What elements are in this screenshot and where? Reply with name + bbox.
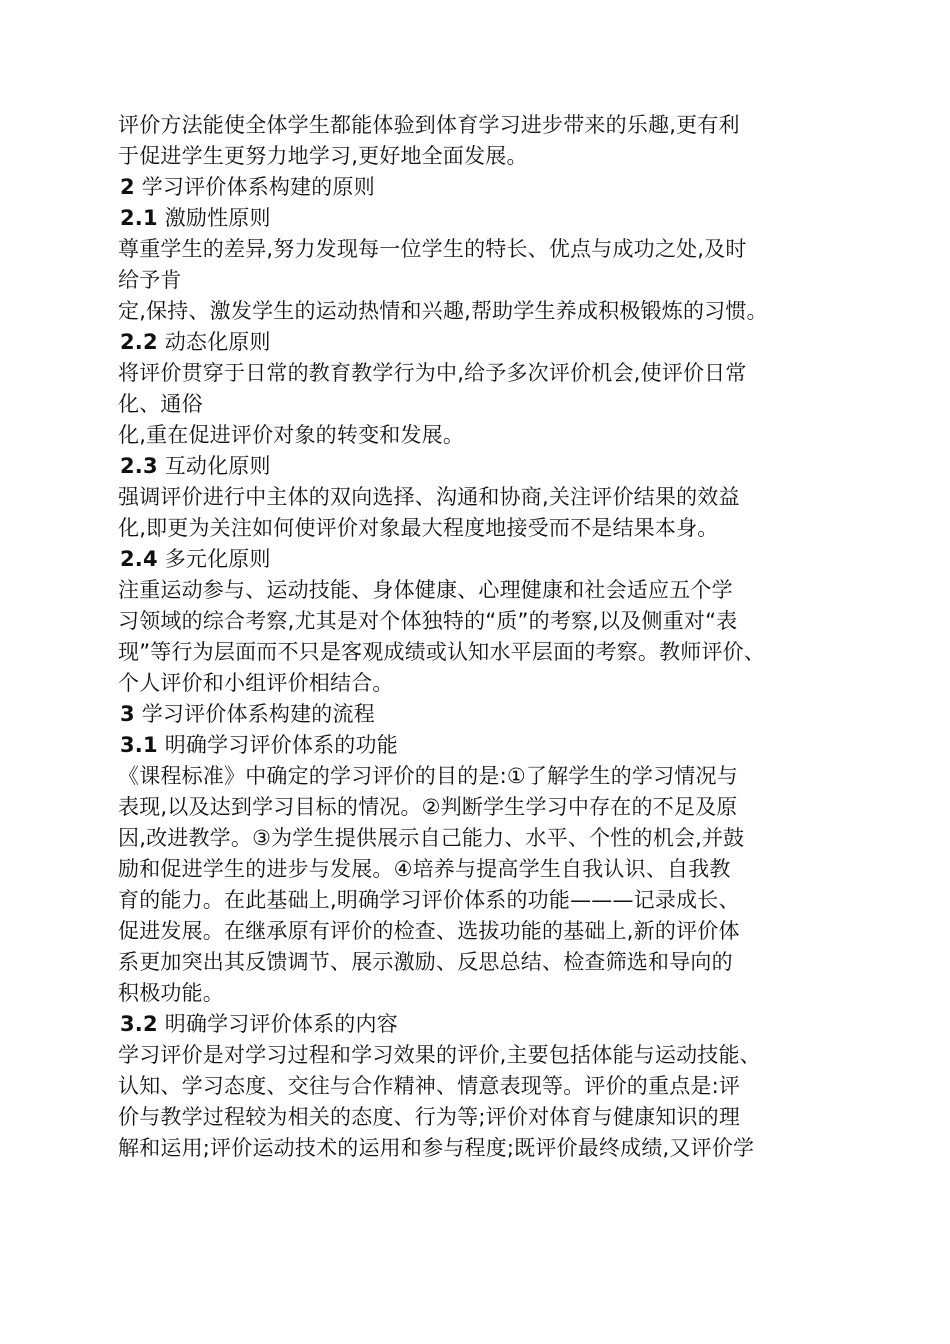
paragraph-line: 定,保持、激发学生的运动热情和兴趣,帮助学生养成积极锻炼的习惯。 — [118, 299, 768, 323]
paragraph-line: 认知、学习态度、交往与合作精神、情意表现等。评价的重点是:评 — [118, 1074, 741, 1098]
section-title: 互动化原则 — [164, 454, 271, 478]
paragraph-line: 解和运用;评价运动技术的运用和参与程度;既评价最终成绩,又评价学 — [118, 1136, 755, 1160]
section-title: 激励性原则 — [164, 206, 271, 230]
paragraph-line: 习领域的综合考察,尤其是对个体独特的“质”的考察,以及侧重对“表 — [118, 609, 738, 633]
paragraph-line: 尊重学生的差异,努力发现每一位学生的特长、优点与成功之处,及时 — [118, 237, 747, 261]
section-title: 明确学习评价体系的功能 — [164, 733, 398, 757]
section-number: 2.1 — [120, 206, 158, 230]
paragraph-line: 促进发展。在继承原有评价的检查、选拔功能的基础上,新的评价体 — [118, 919, 740, 943]
subsection-heading — [120, 327, 920, 358]
paragraph-line: 将评价贯穿于日常的教育教学行为中,给予多次评价机会,使评价日常 — [118, 361, 747, 385]
section-number: 2.4 — [120, 547, 158, 571]
subsection-heading — [120, 451, 920, 482]
subsection-heading — [120, 203, 920, 234]
section-number: 2.3 — [120, 454, 158, 478]
paragraph-line: 系更加突出其反馈调节、展示激励、反思总结、检查筛选和导向的 — [118, 950, 733, 974]
subsection-heading — [120, 730, 920, 761]
section-title: 学习评价体系构建的原则 — [141, 175, 375, 199]
section-title: 明确学习评价体系的内容 — [164, 1012, 398, 1036]
paragraph-line: 价与教学过程较为相关的态度、行为等;评价对体育与健康知识的理 — [118, 1105, 741, 1129]
paragraph-line: 学习评价是对学习过程和学习效果的评价,主要包括体能与运动技能、 — [118, 1043, 761, 1067]
section-number: 2 — [120, 175, 135, 199]
section-number: 3 — [120, 702, 135, 726]
paragraph-line: 化、通俗 — [118, 392, 203, 416]
subsection-heading — [120, 1009, 920, 1040]
section-title: 学习评价体系构建的流程 — [141, 702, 375, 726]
paragraph-line: 化,重在促进评价对象的转变和发展。 — [118, 423, 465, 447]
section-number: 3.1 — [120, 733, 158, 757]
paragraph-line: 给予肯 — [118, 268, 182, 292]
paragraph-line: 评价方法能使全体学生都能体验到体育学习进步带来的乐趣,更有利 — [118, 113, 740, 137]
paragraph-line: 化,即更为关注如何使评价对象最大程度地接受而不是结果本身。 — [118, 516, 719, 540]
paragraph-line: 励和促进学生的进步与发展。④培养与提高学生自我认识、自我教 — [118, 857, 731, 881]
paragraph-line: 个人评价和小组评价相结合。 — [118, 671, 394, 695]
paragraph-line: 注重运动参与、运动技能、身体健康、心理健康和社会适应五个学 — [118, 578, 733, 602]
paragraph-line: 育的能力。在此基础上,明确学习评价体系的功能———记录成长、 — [118, 888, 740, 912]
section-heading — [120, 172, 920, 203]
section-number: 3.2 — [120, 1012, 158, 1036]
paragraph-line: 因,改进教学。③为学生提供展示自己能力、水平、个性的机会,并鼓 — [118, 826, 745, 850]
paragraph-line: 强调评价进行中主体的双向选择、沟通和协商,关注评价结果的效益 — [118, 485, 740, 509]
section-heading — [120, 699, 920, 730]
paragraph-line: 《课程标准》中确定的学习评价的目的是:①了解学生的学习情况与 — [118, 764, 738, 788]
paragraph-line: 积极功能。 — [118, 981, 224, 1005]
section-title: 多元化原则 — [164, 547, 271, 571]
section-title: 动态化原则 — [164, 330, 271, 354]
section-number: 2.2 — [120, 330, 158, 354]
subsection-heading — [120, 544, 920, 575]
paragraph-line: 于促进学生更努力地学习,更好地全面发展。 — [118, 144, 528, 168]
paragraph-line: 现”等行为层面而不只是客观成绩或认知水平层面的考察。教师评价、 — [118, 640, 766, 664]
paragraph-line: 表现,以及达到学习目标的情况。②判断学生学习中存在的不足及原 — [118, 795, 738, 819]
